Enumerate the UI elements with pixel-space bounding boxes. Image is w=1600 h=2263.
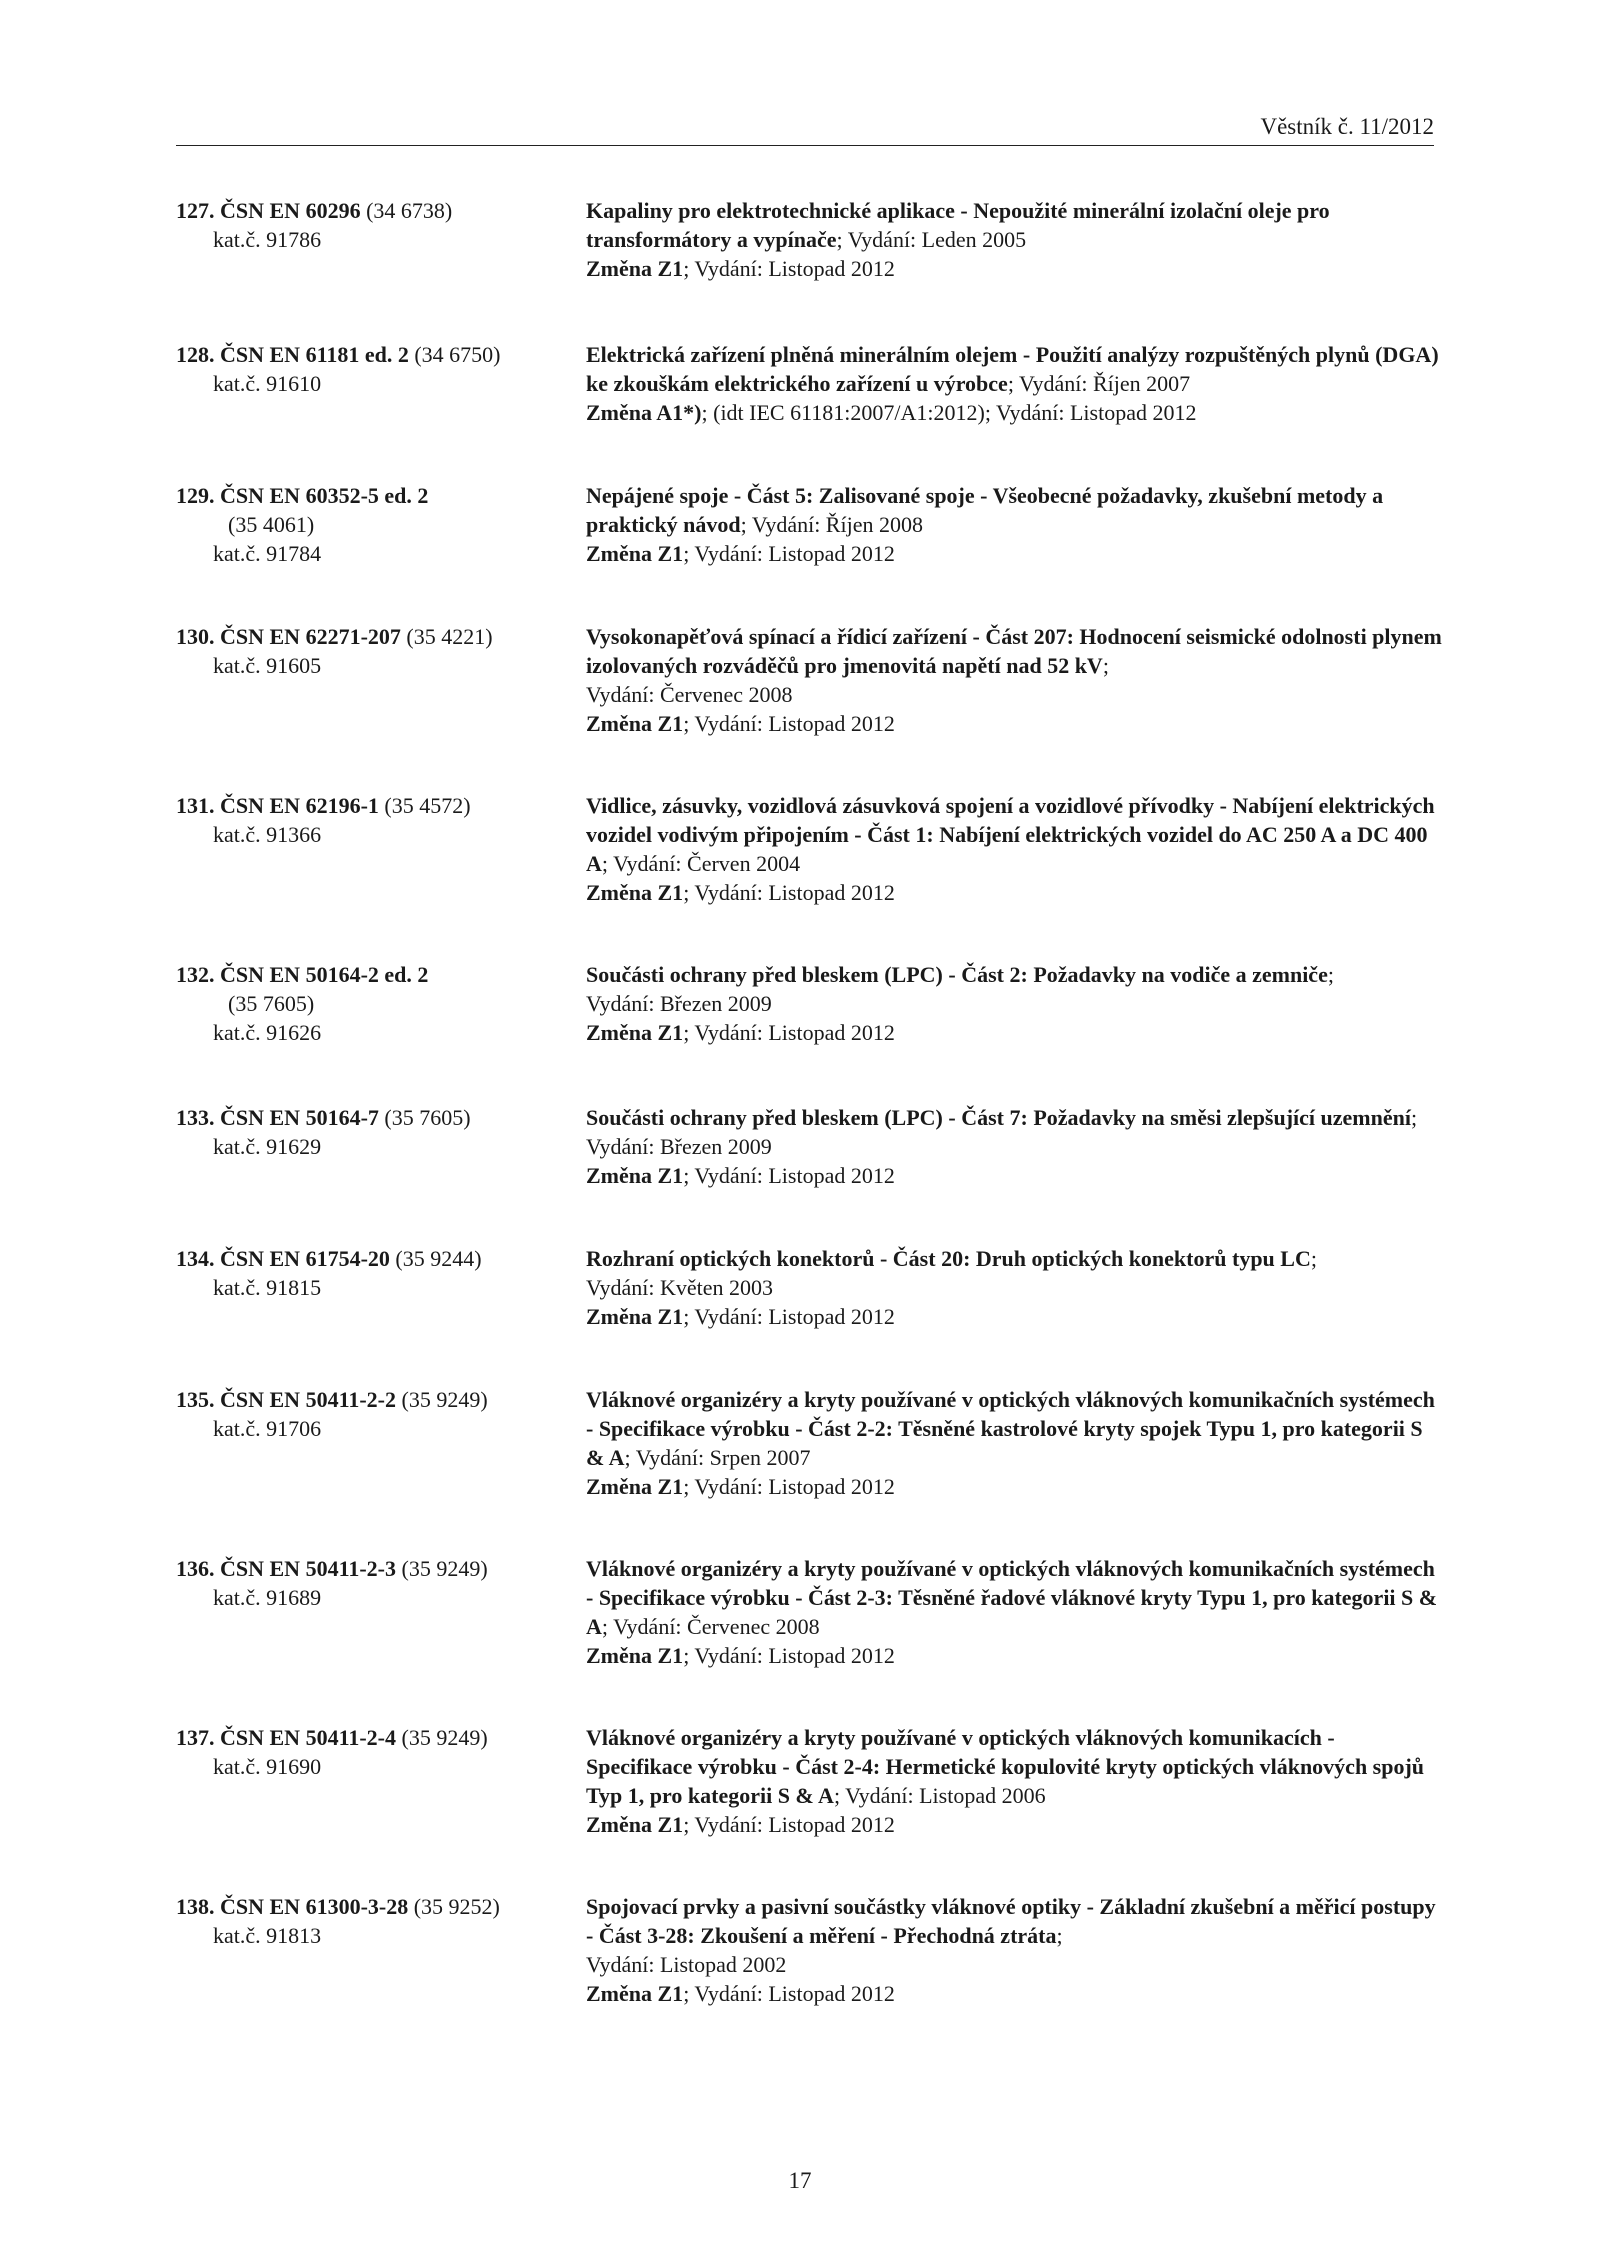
entry xyxy=(176,960,1446,1103)
entry-title: Rozhraní optických konektorů - Část 20: Druh optických konektorů typu LC xyxy=(586,1246,1311,1271)
entry xyxy=(176,481,1446,622)
entry xyxy=(176,1723,1446,1892)
entry-title: Vláknové organizéry a kryty používané v optických vláknových komunikačních systémech - Specifikace výrobku - Část 2-3: Těsněné řadové vláknové kryty Typu 1, pro kategorii S & A xyxy=(586,1556,1438,1639)
page-header xyxy=(176,112,1434,146)
entry-description: Elektrická zařízení plněná minerálním olejem - Použití analýzy rozpuštěných plynů (DGA) ke zkouškám elektrického zařízení u výrobce; Vydání: Říjen 2007 Změna A1*); (idt IEC 61181:2007/A1:2012); Vydání: Listopad 2012 xyxy=(586,342,1439,425)
entry-description: Součásti ochrany před bleskem (LPC) - Část 2: Požadavky na vodiče a zemniče; Vydání: Březen 2009 Změna Z1; Vydání: Listopad 2012 xyxy=(586,962,1334,1045)
entry-title: Součásti ochrany před bleskem (LPC) - Část 2: Požadavky na vodiče a zemniče xyxy=(586,962,1328,987)
page-number: 17 xyxy=(788,2168,812,2193)
entry-id: 136. ČSN EN 50411-2-3 (35 9249) kat.č. 91689 xyxy=(176,1556,488,1610)
entry xyxy=(176,622,1446,791)
entry-description: Vláknové organizéry a kryty používané v optických vláknových komunikacích - Specifikace výrobku - Část 2-4: Hermetické kopulovité kryty optických vláknových spojů Typ 1, pro kategorii S & A; Vydání: Listopad 2006 Změna Z1; Vydání: Listopad 2012 xyxy=(586,1725,1425,1837)
entry-id: 129. ČSN EN 60352-5 ed. 2 (35 4061) kat.č. 91784 xyxy=(176,483,429,566)
entry-description: Nepájené spoje - Část 5: Zalisované spoje - Všeobecné požadavky, zkušební metody a praktický návod; Vydání: Říjen 2008 Změna Z1; Vydání: Listopad 2012 xyxy=(586,483,1384,566)
entry-title: Součásti ochrany před bleskem (LPC) - Část 7: Požadavky na směsi zlepšující uzemnění xyxy=(586,1105,1411,1130)
entry-id: 128. ČSN EN 61181 ed. 2 (34 6750) kat.č. 91610 xyxy=(176,342,501,396)
entry xyxy=(176,1103,1446,1244)
entry-id: 127. ČSN EN 60296 (34 6738) kat.č. 91786 xyxy=(176,198,453,252)
entry xyxy=(176,1554,1446,1723)
entry-id: 134. ČSN EN 61754-20 (35 9244) kat.č. 91815 xyxy=(176,1246,482,1300)
entry-id: 133. ČSN EN 50164-7 (35 7605) kat.č. 91629 xyxy=(176,1105,471,1159)
entry-id: 137. ČSN EN 50411-2-4 (35 9249) kat.č. 91690 xyxy=(176,1725,488,1779)
entry-title: Vláknové organizéry a kryty používané v optických vláknových komunikacích - Specifikace výrobku - Část 2-4: Hermetické kopulovité kryty optických vláknových spojů Typ 1, pro kategorii S & A xyxy=(586,1725,1425,1808)
entry xyxy=(176,1244,1446,1385)
entry-id: 130. ČSN EN 62271-207 (35 4221) kat.č. 91605 xyxy=(176,624,493,678)
entry-title: Kapaliny pro elektrotechnické aplikace - Nepoužité minerální izolační oleje pro transformátory a vypínače xyxy=(586,198,1330,252)
entry-description: Součásti ochrany před bleskem (LPC) - Část 7: Požadavky na směsi zlepšující uzemnění; Vydání: Březen 2009 Změna Z1; Vydání: Listopad 2012 xyxy=(586,1105,1418,1188)
entry-title: Nepájené spoje - Část 5: Zalisované spoje - Všeobecné požadavky, zkušební metody a praktický návod xyxy=(586,483,1384,537)
entry-id: 131. ČSN EN 62196-1 (35 4572) kat.č. 91366 xyxy=(176,793,471,847)
entry-description: Kapaliny pro elektrotechnické aplikace - Nepoužité minerální izolační oleje pro transformátory a vypínače; Vydání: Leden 2005 Změna Z1; Vydání: Listopad 2012 xyxy=(586,198,1330,281)
entry-description: Vidlice, zásuvky, vozidlová zásuvková spojení a vozidlové přívodky - Nabíjení elektrických vozidel vodivým připojením - Část 1: Nabíjení elektrických vozidel do AC 250 A a DC 400 A; Vydání: Červen 2004 Změna Z1; Vydání: Listopad 2012 xyxy=(586,793,1435,905)
entry xyxy=(176,791,1446,960)
journal-title: Věstník č. 11/2012 xyxy=(1260,114,1434,139)
entry-description: Rozhraní optických konektorů - Část 20: Druh optických konektorů typu LC; Vydání: Květen 2003 Změna Z1; Vydání: Listopad 2012 xyxy=(586,1246,1317,1329)
entry xyxy=(176,1385,1446,1554)
entry-id: 132. ČSN EN 50164-2 ed. 2 (35 7605) kat.č. 91626 xyxy=(176,962,429,1045)
entry-title: Vláknové organizéry a kryty používané v optických vláknových komunikačních systémech - Specifikace výrobku - Část 2-2: Těsněné kastrolové kryty spojek Typu 1, pro kategorii S & A xyxy=(586,1387,1435,1470)
entry-list xyxy=(176,196,1446,2033)
entry-id: 135. ČSN EN 50411-2-2 (35 9249) kat.č. 91706 xyxy=(176,1387,488,1441)
entry-title: Spojovací prvky a pasivní součástky vláknové optiky - Základní zkušební a měřicí postupy - Část 3-28: Zkoušení a měření - Přechodná ztráta xyxy=(586,1894,1436,1948)
entry-description: Vláknové organizéry a kryty používané v optických vláknových komunikačních systémech - Specifikace výrobku - Část 2-2: Těsněné kastrolové kryty spojek Typu 1, pro kategorii S & A; Vydání: Srpen 2007 Změna Z1; Vydání: Listopad 2012 xyxy=(586,1387,1435,1499)
entry xyxy=(176,340,1446,481)
entry-description: Vláknové organizéry a kryty používané v optických vláknových komunikačních systémech - Specifikace výrobku - Část 2-3: Těsněné řadové vláknové kryty Typu 1, pro kategorii S & A; Vydání: Červenec 2008 Změna Z1; Vydání: Listopad 2012 xyxy=(586,1556,1438,1668)
entry-title: Elektrická zařízení plněná minerálním olejem - Použití analýzy rozpuštěných plynů (DGA) ke zkouškám elektrického zařízení u výrobce xyxy=(586,342,1439,396)
entry-title: Vysokonapěťová spínací a řídicí zařízení - Část 207: Hodnocení seismické odolnosti plynem izolovaných rozváděčů pro jmenovitá napětí nad 52 kV xyxy=(586,624,1442,678)
entry xyxy=(176,1892,1446,2033)
entry-description: Spojovací prvky a pasivní součástky vláknové optiky - Základní zkušební a měřicí postupy - Část 3-28: Zkoušení a měření - Přechodná ztráta; Vydání: Listopad 2002 Změna Z1; Vydání: Listopad 2012 xyxy=(586,1894,1436,2006)
entry xyxy=(176,196,1446,340)
entry-description: Vysokonapěťová spínací a řídicí zařízení - Část 207: Hodnocení seismické odolnosti plynem izolovaných rozváděčů pro jmenovitá napětí nad 52 kV; Vydání: Červenec 2008 Změna Z1; Vydání: Listopad 2012 xyxy=(586,624,1442,736)
entry-title: Vidlice, zásuvky, vozidlová zásuvková spojení a vozidlové přívodky - Nabíjení elektrických vozidel vodivým připojením - Část 1: Nabíjení elektrických vozidel do AC 250 A a DC 400 A xyxy=(586,793,1435,876)
entry-id: 138. ČSN EN 61300-3-28 (35 9252) kat.č. 91813 xyxy=(176,1894,500,1948)
